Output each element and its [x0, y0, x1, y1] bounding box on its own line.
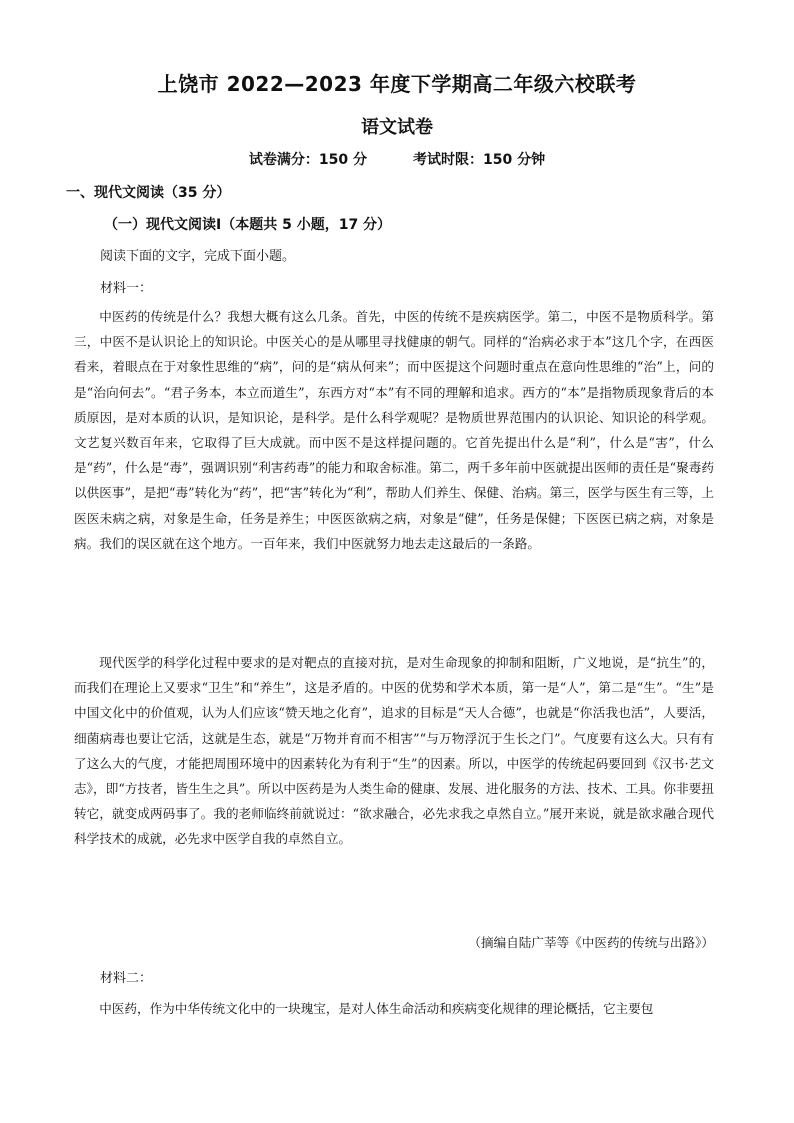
section-subheading: （一）现代文阅读Ⅰ（本题共 5 小题，17 分） — [104, 217, 392, 233]
exam-info — [0, 149, 794, 169]
material-one-paragraph: 现代医学的科学化过程中要求的是对靶点的直接对抗，是对生命现象的抑制和阻断，广义地说，是“抗生”的，而我们在理论上又要求“卫生”和“养生”，这是矛盾的。中医的优势和学术本质，第一是“人”，第二是“生”。“生”是中国文化中的价值观，认为人们应该“赞天地之化育”，追求的目标是“天人合德”，也就是“你活我也活”，人要活，细菌病毒也要让它活，这就是生态，就是“万物并育而不相害”“与万物浮沉于生长之门”。气度要有这么大。只有有了这么大的气度，才能把周围环境中的因素转化为有利于“生”的因素。所以，中医学的传统起码要回到《汉书·艺文志》，即“方技者，皆生生之具”。所以中医药是为人类生命的健康、发展、进化服务的方法、技术、工具。你非要扭转它，就变成两码事了。我的老师临终前就说过：“欲求融合，必先求我之卓然自立。”展开来说，就是欲求融合现代科学技术的成就，必先求中医学自我的卓然自立。 — [74, 655, 714, 847]
reading-instruction: 阅读下面的文字，完成下面小题。 — [100, 249, 296, 264]
score-info: 试卷满分：150 分 — [248, 152, 367, 168]
material-one-paragraph: 中医药的传统是什么？我想大概有这么几条。首先，中医的传统不是疾病医学。第二，中医不是物质科学。第三，中医不是认识论上的知识论。中医关心的是从哪里寻找健康的朝气。同样的“治病必求于本”这几个字，在西医看来，着眼点在于对象性思维的“病”，问的是“病从何来”；而中医提这个问题时重点在意向性思维的“治”上，问的是“治向何去”。“君子务本，本立而道生”，东西方对“本”有不同的理解和追求。西方的“本”是指物质现象背后的本质原因，是对本质的认识，是知识论，是科学。是什么科学观呢？是物质世界范围内的认识论、知识论的科学观。文艺复兴数百年来，它取得了巨大成就。而中医不是这样提问题的。它首先提出什么是“利”，什么是“害”，什么是“药”，什么是“毒”，强调识别“利害药毒”的能力和取舍标准。第二，两千多年前中医就提出医师的责任是“聚毒药以供医事”，是把“毒”转化为“药”，把“害”转化为“利”，帮助人们养生、保健、治病。第三，医学与医生有三等，上医医未病之病，对象是生命，任务是养生；中医医欲病之病，对象是“健”，任务是保健；下医医已病之病，对象是病。我们的误区就在这个地方。一百年来，我们中医就努力地去走这最后的一条路。 — [74, 309, 714, 551]
material-two-label: 材料二： — [100, 971, 153, 986]
exam-title: 上饶市 2022—2023 年度下学期高二年级六校联考 — [157, 72, 637, 96]
time-info: 考试时限：150 分钟 — [413, 152, 546, 168]
material-two-paragraph: 中医药，作为中华传统文化中的一块瑰宝，是对人体生命活动和疾病变化规律的理论概括，它主要包 — [99, 1001, 654, 1016]
material-one-label: 材料一： — [100, 281, 153, 296]
source-citation: （摘编自陆广莘等《中医药的传统与出路》） — [468, 935, 714, 950]
exam-subtitle: 语文试卷 — [361, 117, 433, 138]
section-heading: 一、现代文阅读（35 分） — [66, 185, 231, 201]
